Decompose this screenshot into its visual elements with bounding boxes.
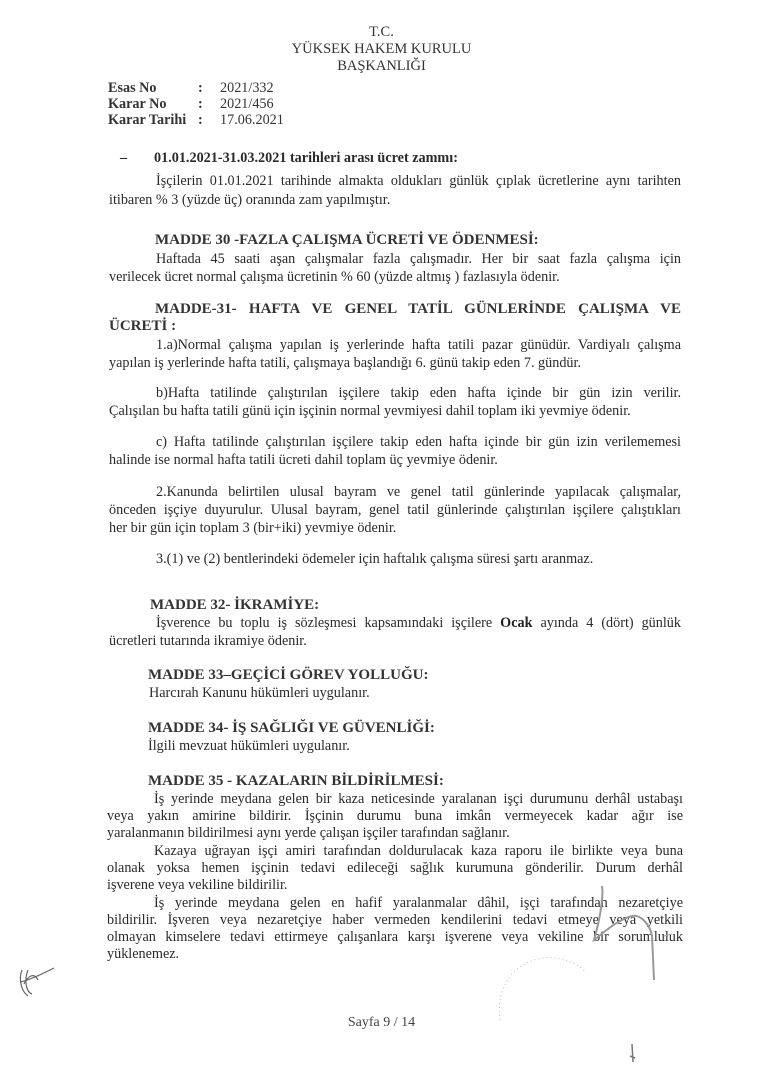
madde-35-text: İş yerinde meydana gelen en hafif yaralanmalar dâhil, işçi tarafından nezaretçiye — [154, 895, 683, 911]
meta-separator: : — [198, 96, 203, 112]
madde-31-p1-line-1 — [109, 336, 681, 356]
madde-32-line-1 — [109, 614, 681, 634]
madde-35-p3-line-3: olmayan kimselere tedavi ettirmeye çalışanlara karşı işverene veya vekiline bir sorumluluk — [107, 929, 683, 945]
madde-31-p4-line-2: önceden işçiye duyurulur. Ulusal bayram, genel tatil günlerinde çalıştırılan işçilere çalıştıkları — [109, 502, 681, 518]
header-department: BAŞKANLIĞI — [337, 58, 426, 74]
raise-text: İşçilerin 01.01.2021 tarihinde almakta oldukları günlük çıplak ücretlerine aynı tarihten — [156, 173, 681, 189]
madde-31-heading: MADDE-31- HAFTA VE GENEL TATİL GÜNLERİNDE ÇALIŞMA VE — [155, 301, 681, 317]
raise-line-1 — [109, 172, 681, 192]
madde-35-p2-line-2: olanak yoksa hemen işçinin tedavi edileceği sağlık kurumuna gönderilir. Durum derhâl — [107, 860, 683, 876]
meta-separator: : — [198, 80, 203, 96]
page-separator: / — [390, 1015, 402, 1030]
madde-33-heading: MADDE 33–GEÇİCİ GÖREV YOLLUĞU: — [148, 667, 429, 683]
dash-bullet: – — [120, 150, 128, 166]
page-total: 14 — [401, 1015, 416, 1030]
meta-value: 2021/456 — [220, 96, 274, 112]
madde-31-p4-line-1 — [109, 483, 681, 503]
madde-31-p5 — [109, 550, 681, 570]
madde-31-text: b)Hafta tatilinde çalıştırılan işçilere takip eden hafta içinde bir gün izin verilir. — [156, 385, 681, 401]
raise-line-2: itibaren % 3 (yüzde üç) oranında zam yapılmıştır. — [109, 192, 391, 208]
madde-31-text: 1.a)Normal çalışma yapılan iş yerlerinde hafta tatili pazar günüdür. Vardiyalı çalışma — [156, 337, 681, 353]
madde-30-line-2: verilecek ücret normal çalışma ücretinin % 60 (yüzde altmış ) fazlasıyla ödenir. — [109, 269, 560, 285]
madde-30-line-1 — [109, 250, 681, 270]
madde-35-heading: MADDE 35 - KAZALARIN BİLDİRİLMESİ: — [148, 773, 444, 789]
meta-karar-tarihi — [108, 112, 284, 128]
madde-35-p2-line-3: işverene veya vekiline bildirilir. — [107, 877, 288, 893]
madde-35-text: Kazaya uğrayan işçi amiri tarafından doldurulacak kaza raporu ile birlikte veya buna — [154, 843, 683, 859]
madde-31-p2-line-1 — [109, 384, 681, 404]
madde-31-heading-cont: ÜCRETİ : — [109, 318, 177, 334]
month-emphasis: Ocak — [500, 615, 533, 631]
madde-35-text: İş yerinde meydana gelen bir kaza neticesinde yaralanan işçi durumunu derhâl ustabaşı — [154, 791, 683, 807]
madde-31-p3-line-2: halinde ise normal hafta tatili ücreti dahil toplam üç yevmiye ödenir. — [109, 452, 498, 468]
madde-34-line-1: İlgili mevzuat hükümleri uygulanır. — [148, 738, 350, 754]
meta-esas-no — [108, 80, 274, 96]
madde-30-heading: MADDE 30 -FAZLA ÇALIŞMA ÜCRETİ VE ÖDENMESİ: — [155, 232, 539, 248]
raise-heading — [120, 150, 458, 167]
madde-34-heading: MADDE 34- İŞ SAĞLIĞI VE GÜVENLİĞİ: — [148, 720, 435, 736]
madde-35-p1-line-2: veya yakın amirine bildirir. İşçinin durumu buna imkân vermeyecek kadar ağır ise — [107, 808, 683, 824]
meta-key: Karar No — [108, 96, 167, 112]
meta-karar-no — [108, 96, 274, 112]
madde-30-text: Haftada 45 saati aşan çalışmalar fazla çalışmadır. Her bir saat fazla çalışma için — [156, 251, 681, 267]
madde-32-text: ayında 4 (dört) günlük — [532, 615, 681, 631]
madde-31-p3-line-1 — [109, 433, 681, 453]
madde-31-p4-line-3: her bir gün için toplam 3 (bir+iki) yevmiye ödenir. — [109, 520, 397, 536]
page-label: Sayfa — [347, 1015, 384, 1030]
madde-32-line-2: ücretleri tutarında ikramiye ödenir. — [109, 633, 307, 649]
header-institution: YÜKSEK HAKEM KURULU — [291, 41, 472, 57]
madde-35-p3-line-4: yüklenemez. — [107, 946, 180, 962]
meta-value: 17.06.2021 — [220, 112, 284, 128]
meta-separator: : — [198, 112, 203, 128]
madde-32-text: İşverence bu toplu iş sözleşmesi kapsamındaki işçilere — [156, 615, 501, 631]
madde-31-p2-line-2: Çalışılan bu hafta tatili günü için işçinin normal yevmiyesi dahil toplam iki yevmiye ödenir. — [109, 403, 631, 419]
initials-signature-icon — [14, 962, 64, 1002]
header-tc: T.C. — [369, 24, 394, 40]
madde-35-p3-line-2: bildirilir. İşveren veya nezaretçiye haber vermeden kendilerini tedavi etmeye veya yetkili — [107, 912, 683, 928]
madde-31-text: c) Hafta tatilinde çalıştırılan işçilere takip eden hafta içinde bir gün izin verilememesi — [156, 434, 681, 450]
madde-35-p1-line-3: yaralanmanın bildirilmesi aynı yerde çalışan işçiler tarafından sağlanır. — [107, 825, 510, 841]
madde-31-text: 2.Kanunda belirtilen ulusal bayram ve genel tatil günlerinde yapılacak çalışmalar, — [156, 484, 681, 500]
page-current: 9 — [383, 1015, 391, 1030]
meta-key: Karar Tarihi — [108, 112, 187, 128]
meta-value: 2021/332 — [220, 80, 274, 96]
raise-heading-text: 01.01.2021-31.03.2021 tarihleri arası ücret zammı: — [154, 150, 458, 166]
stamp-icon — [490, 950, 600, 1030]
madde-31-text: 3.(1) ve (2) bentlerindeki ödemeler için haftalık çalışma süresi şartı aranmaz. — [156, 551, 594, 567]
madde-32-heading: MADDE 32- İKRAMİYE: — [150, 597, 320, 613]
meta-key: Esas No — [108, 80, 157, 96]
mark-icon — [628, 1042, 638, 1066]
madde-31-p1-line-2: yapılan iş yerlerinde hafta tatili, çalışmaya başlandığı 6. günü takip eden 7. gündür. — [109, 355, 581, 371]
madde-33-line-1: Harcırah Kanunu hükümleri uygulanır. — [149, 685, 370, 701]
